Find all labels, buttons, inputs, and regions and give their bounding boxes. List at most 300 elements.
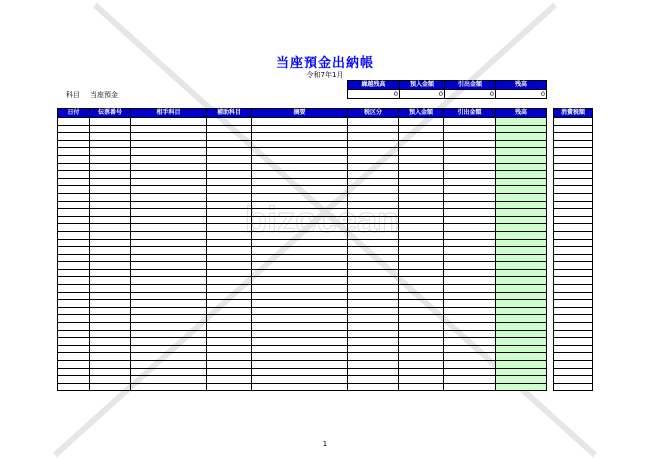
ledger-cell[interactable] xyxy=(496,247,547,255)
ledger-cell[interactable] xyxy=(444,247,496,255)
ledger-cell[interactable] xyxy=(348,300,399,308)
ledger-cell[interactable] xyxy=(58,323,90,331)
ledger-cell[interactable] xyxy=(399,307,444,315)
ledger-cell[interactable] xyxy=(496,338,547,346)
ledger-cell[interactable] xyxy=(252,148,348,156)
ledger-cell[interactable] xyxy=(131,155,207,163)
ledger-cell[interactable] xyxy=(90,285,131,293)
ledger-cell[interactable] xyxy=(252,118,348,126)
ledger-cell[interactable] xyxy=(207,307,252,315)
ledger-cell[interactable] xyxy=(131,201,207,209)
ledger-cell[interactable] xyxy=(252,216,348,224)
ledger-cell[interactable] xyxy=(58,300,90,308)
ledger-cell[interactable] xyxy=(58,239,90,247)
ledger-cell[interactable] xyxy=(58,216,90,224)
ledger-cell[interactable] xyxy=(58,209,90,217)
ledger-cell[interactable] xyxy=(496,285,547,293)
ledger-cell[interactable] xyxy=(348,133,399,141)
ledger-cell[interactable] xyxy=(252,368,348,376)
ledger-cell[interactable] xyxy=(131,133,207,141)
ledger-cell[interactable] xyxy=(399,277,444,285)
ledger-cell[interactable] xyxy=(131,171,207,179)
tax-cell[interactable] xyxy=(554,361,593,369)
tax-cell[interactable] xyxy=(554,239,593,247)
ledger-cell[interactable] xyxy=(348,376,399,384)
ledger-cell[interactable] xyxy=(207,300,252,308)
ledger-cell[interactable] xyxy=(58,330,90,338)
ledger-cell[interactable] xyxy=(207,178,252,186)
ledger-cell[interactable] xyxy=(348,193,399,201)
ledger-cell[interactable] xyxy=(58,353,90,361)
ledger-cell[interactable] xyxy=(444,224,496,232)
ledger-cell[interactable] xyxy=(90,300,131,308)
ledger-cell[interactable] xyxy=(348,178,399,186)
ledger-cell[interactable] xyxy=(58,307,90,315)
ledger-cell[interactable] xyxy=(252,330,348,338)
ledger-cell[interactable] xyxy=(348,239,399,247)
ledger-cell[interactable] xyxy=(207,262,252,270)
ledger-cell[interactable] xyxy=(496,133,547,141)
ledger-cell[interactable] xyxy=(348,277,399,285)
ledger-cell[interactable] xyxy=(131,345,207,353)
ledger-cell[interactable] xyxy=(252,155,348,163)
ledger-cell[interactable] xyxy=(444,376,496,384)
ledger-cell[interactable] xyxy=(207,285,252,293)
ledger-cell[interactable] xyxy=(252,133,348,141)
ledger-cell[interactable] xyxy=(252,201,348,209)
ledger-cell[interactable] xyxy=(252,345,348,353)
tax-cell[interactable] xyxy=(554,125,593,133)
ledger-cell[interactable] xyxy=(496,330,547,338)
ledger-cell[interactable] xyxy=(496,262,547,270)
tax-cell[interactable] xyxy=(554,254,593,262)
ledger-cell[interactable] xyxy=(90,201,131,209)
ledger-cell[interactable] xyxy=(496,239,547,247)
ledger-cell[interactable] xyxy=(58,186,90,194)
ledger-cell[interactable] xyxy=(348,330,399,338)
ledger-cell[interactable] xyxy=(90,368,131,376)
ledger-cell[interactable] xyxy=(496,163,547,171)
summary-value-withdrawal[interactable]: 0 xyxy=(445,90,496,99)
ledger-cell[interactable] xyxy=(207,193,252,201)
ledger-cell[interactable] xyxy=(131,323,207,331)
tax-cell[interactable] xyxy=(554,338,593,346)
ledger-cell[interactable] xyxy=(444,209,496,217)
tax-cell[interactable] xyxy=(554,330,593,338)
ledger-cell[interactable] xyxy=(207,186,252,194)
ledger-cell[interactable] xyxy=(496,209,547,217)
ledger-cell[interactable] xyxy=(399,118,444,126)
ledger-cell[interactable] xyxy=(58,140,90,148)
ledger-cell[interactable] xyxy=(496,300,547,308)
ledger-cell[interactable] xyxy=(399,345,444,353)
ledger-cell[interactable] xyxy=(90,247,131,255)
ledger-cell[interactable] xyxy=(444,307,496,315)
tax-cell[interactable] xyxy=(554,216,593,224)
ledger-cell[interactable] xyxy=(90,216,131,224)
tax-cell[interactable] xyxy=(554,193,593,201)
ledger-cell[interactable] xyxy=(496,315,547,323)
ledger-cell[interactable] xyxy=(131,239,207,247)
ledger-cell[interactable] xyxy=(444,216,496,224)
ledger-cell[interactable] xyxy=(252,277,348,285)
ledger-cell[interactable] xyxy=(252,178,348,186)
ledger-cell[interactable] xyxy=(399,315,444,323)
ledger-cell[interactable] xyxy=(58,292,90,300)
ledger-cell[interactable] xyxy=(399,163,444,171)
tax-cell[interactable] xyxy=(554,247,593,255)
ledger-cell[interactable] xyxy=(58,277,90,285)
ledger-cell[interactable] xyxy=(131,231,207,239)
ledger-cell[interactable] xyxy=(444,338,496,346)
ledger-cell[interactable] xyxy=(131,353,207,361)
ledger-cell[interactable] xyxy=(58,315,90,323)
ledger-cell[interactable] xyxy=(444,285,496,293)
ledger-cell[interactable] xyxy=(252,186,348,194)
ledger-cell[interactable] xyxy=(207,323,252,331)
ledger-cell[interactable] xyxy=(58,148,90,156)
ledger-cell[interactable] xyxy=(496,368,547,376)
ledger-cell[interactable] xyxy=(131,262,207,270)
ledger-cell[interactable] xyxy=(348,368,399,376)
tax-cell[interactable] xyxy=(554,140,593,148)
ledger-cell[interactable] xyxy=(207,247,252,255)
ledger-cell[interactable] xyxy=(58,345,90,353)
ledger-cell[interactable] xyxy=(444,383,496,391)
ledger-cell[interactable] xyxy=(90,353,131,361)
ledger-cell[interactable] xyxy=(58,338,90,346)
ledger-cell[interactable] xyxy=(131,376,207,384)
ledger-cell[interactable] xyxy=(131,285,207,293)
ledger-cell[interactable] xyxy=(444,277,496,285)
ledger-cell[interactable] xyxy=(496,201,547,209)
ledger-cell[interactable] xyxy=(90,330,131,338)
ledger-cell[interactable] xyxy=(444,140,496,148)
ledger-cell[interactable] xyxy=(399,171,444,179)
tax-cell[interactable] xyxy=(554,376,593,384)
tax-cell[interactable] xyxy=(554,148,593,156)
ledger-cell[interactable] xyxy=(399,383,444,391)
ledger-cell[interactable] xyxy=(399,361,444,369)
tax-cell[interactable] xyxy=(554,315,593,323)
ledger-cell[interactable] xyxy=(58,201,90,209)
tax-cell[interactable] xyxy=(554,269,593,277)
ledger-cell[interactable] xyxy=(90,315,131,323)
ledger-cell[interactable] xyxy=(90,186,131,194)
ledger-cell[interactable] xyxy=(90,133,131,141)
ledger-cell[interactable] xyxy=(252,300,348,308)
ledger-cell[interactable] xyxy=(131,383,207,391)
ledger-cell[interactable] xyxy=(399,231,444,239)
ledger-cell[interactable] xyxy=(444,118,496,126)
ledger-cell[interactable] xyxy=(496,353,547,361)
ledger-cell[interactable] xyxy=(252,262,348,270)
ledger-cell[interactable] xyxy=(207,368,252,376)
ledger-cell[interactable] xyxy=(90,118,131,126)
ledger-cell[interactable] xyxy=(496,155,547,163)
ledger-cell[interactable] xyxy=(399,133,444,141)
ledger-cell[interactable] xyxy=(207,209,252,217)
ledger-cell[interactable] xyxy=(207,269,252,277)
ledger-cell[interactable] xyxy=(348,323,399,331)
ledger-cell[interactable] xyxy=(399,254,444,262)
ledger-cell[interactable] xyxy=(444,353,496,361)
ledger-cell[interactable] xyxy=(58,262,90,270)
ledger-cell[interactable] xyxy=(399,247,444,255)
ledger-cell[interactable] xyxy=(252,361,348,369)
ledger-cell[interactable] xyxy=(252,323,348,331)
ledger-cell[interactable] xyxy=(348,307,399,315)
ledger-cell[interactable] xyxy=(444,330,496,338)
ledger-cell[interactable] xyxy=(90,383,131,391)
tax-cell[interactable] xyxy=(554,163,593,171)
ledger-cell[interactable] xyxy=(131,277,207,285)
ledger-cell[interactable] xyxy=(348,254,399,262)
ledger-cell[interactable] xyxy=(399,376,444,384)
ledger-cell[interactable] xyxy=(399,209,444,217)
ledger-cell[interactable] xyxy=(58,171,90,179)
ledger-cell[interactable] xyxy=(399,239,444,247)
ledger-cell[interactable] xyxy=(496,171,547,179)
ledger-cell[interactable] xyxy=(90,178,131,186)
ledger-cell[interactable] xyxy=(348,383,399,391)
ledger-cell[interactable] xyxy=(252,307,348,315)
ledger-cell[interactable] xyxy=(90,140,131,148)
tax-cell[interactable] xyxy=(554,186,593,194)
ledger-cell[interactable] xyxy=(444,292,496,300)
ledger-cell[interactable] xyxy=(131,148,207,156)
ledger-cell[interactable] xyxy=(348,315,399,323)
ledger-cell[interactable] xyxy=(207,140,252,148)
ledger-cell[interactable] xyxy=(207,231,252,239)
tax-cell[interactable] xyxy=(554,133,593,141)
ledger-cell[interactable] xyxy=(252,285,348,293)
ledger-cell[interactable] xyxy=(348,171,399,179)
ledger-cell[interactable] xyxy=(90,277,131,285)
ledger-cell[interactable] xyxy=(207,148,252,156)
ledger-cell[interactable] xyxy=(496,376,547,384)
ledger-cell[interactable] xyxy=(252,353,348,361)
ledger-cell[interactable] xyxy=(252,269,348,277)
tax-cell[interactable] xyxy=(554,368,593,376)
ledger-cell[interactable] xyxy=(444,231,496,239)
ledger-cell[interactable] xyxy=(348,148,399,156)
ledger-cell[interactable] xyxy=(131,368,207,376)
ledger-cell[interactable] xyxy=(131,209,207,217)
ledger-cell[interactable] xyxy=(496,383,547,391)
ledger-cell[interactable] xyxy=(90,155,131,163)
ledger-cell[interactable] xyxy=(131,330,207,338)
ledger-cell[interactable] xyxy=(131,216,207,224)
tax-cell[interactable] xyxy=(554,323,593,331)
ledger-cell[interactable] xyxy=(496,345,547,353)
ledger-cell[interactable] xyxy=(399,193,444,201)
ledger-cell[interactable] xyxy=(348,201,399,209)
ledger-cell[interactable] xyxy=(444,178,496,186)
ledger-cell[interactable] xyxy=(131,247,207,255)
ledger-cell[interactable] xyxy=(90,171,131,179)
ledger-cell[interactable] xyxy=(252,163,348,171)
ledger-cell[interactable] xyxy=(444,368,496,376)
tax-cell[interactable] xyxy=(554,262,593,270)
ledger-cell[interactable] xyxy=(131,307,207,315)
ledger-cell[interactable] xyxy=(399,178,444,186)
tax-cell[interactable] xyxy=(554,292,593,300)
ledger-cell[interactable] xyxy=(90,193,131,201)
ledger-cell[interactable] xyxy=(348,361,399,369)
ledger-cell[interactable] xyxy=(58,118,90,126)
ledger-cell[interactable] xyxy=(399,155,444,163)
tax-cell[interactable] xyxy=(554,224,593,232)
ledger-cell[interactable] xyxy=(58,125,90,133)
ledger-cell[interactable] xyxy=(90,292,131,300)
ledger-cell[interactable] xyxy=(90,254,131,262)
ledger-cell[interactable] xyxy=(348,186,399,194)
ledger-cell[interactable] xyxy=(90,338,131,346)
summary-value-deposit[interactable]: 0 xyxy=(400,90,445,99)
ledger-cell[interactable] xyxy=(252,239,348,247)
ledger-cell[interactable] xyxy=(58,383,90,391)
ledger-cell[interactable] xyxy=(252,209,348,217)
ledger-cell[interactable] xyxy=(90,209,131,217)
ledger-cell[interactable] xyxy=(58,231,90,239)
tax-cell[interactable] xyxy=(554,277,593,285)
ledger-cell[interactable] xyxy=(444,239,496,247)
tax-cell[interactable] xyxy=(554,300,593,308)
ledger-cell[interactable] xyxy=(207,292,252,300)
ledger-cell[interactable] xyxy=(348,209,399,217)
ledger-cell[interactable] xyxy=(207,216,252,224)
ledger-cell[interactable] xyxy=(207,125,252,133)
ledger-cell[interactable] xyxy=(444,345,496,353)
ledger-cell[interactable] xyxy=(496,193,547,201)
ledger-cell[interactable] xyxy=(58,368,90,376)
ledger-cell[interactable] xyxy=(252,193,348,201)
ledger-cell[interactable] xyxy=(252,376,348,384)
ledger-cell[interactable] xyxy=(207,224,252,232)
ledger-cell[interactable] xyxy=(58,163,90,171)
ledger-cell[interactable] xyxy=(399,269,444,277)
ledger-cell[interactable] xyxy=(496,292,547,300)
ledger-cell[interactable] xyxy=(58,376,90,384)
ledger-cell[interactable] xyxy=(58,361,90,369)
ledger-cell[interactable] xyxy=(58,254,90,262)
ledger-cell[interactable] xyxy=(348,285,399,293)
ledger-cell[interactable] xyxy=(207,201,252,209)
ledger-cell[interactable] xyxy=(496,323,547,331)
ledger-cell[interactable] xyxy=(207,383,252,391)
ledger-cell[interactable] xyxy=(444,269,496,277)
ledger-cell[interactable] xyxy=(496,216,547,224)
ledger-cell[interactable] xyxy=(496,178,547,186)
ledger-cell[interactable] xyxy=(496,118,547,126)
tax-cell[interactable] xyxy=(554,383,593,391)
ledger-cell[interactable] xyxy=(131,163,207,171)
ledger-cell[interactable] xyxy=(496,186,547,194)
ledger-cell[interactable] xyxy=(496,224,547,232)
ledger-cell[interactable] xyxy=(90,361,131,369)
ledger-cell[interactable] xyxy=(252,224,348,232)
ledger-cell[interactable] xyxy=(131,269,207,277)
ledger-cell[interactable] xyxy=(131,361,207,369)
ledger-cell[interactable] xyxy=(207,239,252,247)
ledger-cell[interactable] xyxy=(207,254,252,262)
ledger-cell[interactable] xyxy=(90,239,131,247)
ledger-cell[interactable] xyxy=(348,155,399,163)
ledger-cell[interactable] xyxy=(444,133,496,141)
ledger-cell[interactable] xyxy=(399,201,444,209)
ledger-cell[interactable] xyxy=(496,231,547,239)
ledger-cell[interactable] xyxy=(399,186,444,194)
ledger-cell[interactable] xyxy=(58,247,90,255)
ledger-cell[interactable] xyxy=(444,155,496,163)
ledger-cell[interactable] xyxy=(496,140,547,148)
tax-cell[interactable] xyxy=(554,178,593,186)
ledger-cell[interactable] xyxy=(399,338,444,346)
ledger-cell[interactable] xyxy=(444,125,496,133)
ledger-cell[interactable] xyxy=(399,368,444,376)
tax-cell[interactable] xyxy=(554,231,593,239)
ledger-cell[interactable] xyxy=(131,118,207,126)
ledger-cell[interactable] xyxy=(444,300,496,308)
summary-value-balance[interactable]: 0 xyxy=(496,90,547,99)
ledger-cell[interactable] xyxy=(90,345,131,353)
ledger-cell[interactable] xyxy=(207,155,252,163)
ledger-cell[interactable] xyxy=(90,323,131,331)
ledger-cell[interactable] xyxy=(444,254,496,262)
ledger-cell[interactable] xyxy=(348,125,399,133)
ledger-cell[interactable] xyxy=(496,277,547,285)
ledger-cell[interactable] xyxy=(348,247,399,255)
ledger-cell[interactable] xyxy=(131,338,207,346)
ledger-cell[interactable] xyxy=(90,125,131,133)
ledger-cell[interactable] xyxy=(348,338,399,346)
ledger-cell[interactable] xyxy=(252,247,348,255)
ledger-cell[interactable] xyxy=(399,262,444,270)
ledger-cell[interactable] xyxy=(496,307,547,315)
ledger-cell[interactable] xyxy=(90,231,131,239)
ledger-cell[interactable] xyxy=(399,330,444,338)
ledger-cell[interactable] xyxy=(58,285,90,293)
tax-cell[interactable] xyxy=(554,171,593,179)
ledger-cell[interactable] xyxy=(131,300,207,308)
ledger-cell[interactable] xyxy=(348,231,399,239)
ledger-cell[interactable] xyxy=(90,148,131,156)
ledger-cell[interactable] xyxy=(348,262,399,270)
ledger-cell[interactable] xyxy=(252,315,348,323)
ledger-cell[interactable] xyxy=(399,285,444,293)
ledger-cell[interactable] xyxy=(444,193,496,201)
ledger-cell[interactable] xyxy=(444,361,496,369)
ledger-cell[interactable] xyxy=(58,178,90,186)
ledger-cell[interactable] xyxy=(58,224,90,232)
tax-cell[interactable] xyxy=(554,118,593,126)
ledger-cell[interactable] xyxy=(207,345,252,353)
tax-cell[interactable] xyxy=(554,345,593,353)
ledger-cell[interactable] xyxy=(207,277,252,285)
ledger-cell[interactable] xyxy=(496,361,547,369)
ledger-cell[interactable] xyxy=(252,231,348,239)
summary-value-carryover[interactable]: 0 xyxy=(348,90,400,99)
ledger-cell[interactable] xyxy=(131,178,207,186)
ledger-cell[interactable] xyxy=(348,140,399,148)
tax-cell[interactable] xyxy=(554,155,593,163)
ledger-cell[interactable] xyxy=(58,269,90,277)
ledger-cell[interactable] xyxy=(399,353,444,361)
ledger-cell[interactable] xyxy=(496,148,547,156)
ledger-cell[interactable] xyxy=(131,186,207,194)
ledger-cell[interactable] xyxy=(131,224,207,232)
